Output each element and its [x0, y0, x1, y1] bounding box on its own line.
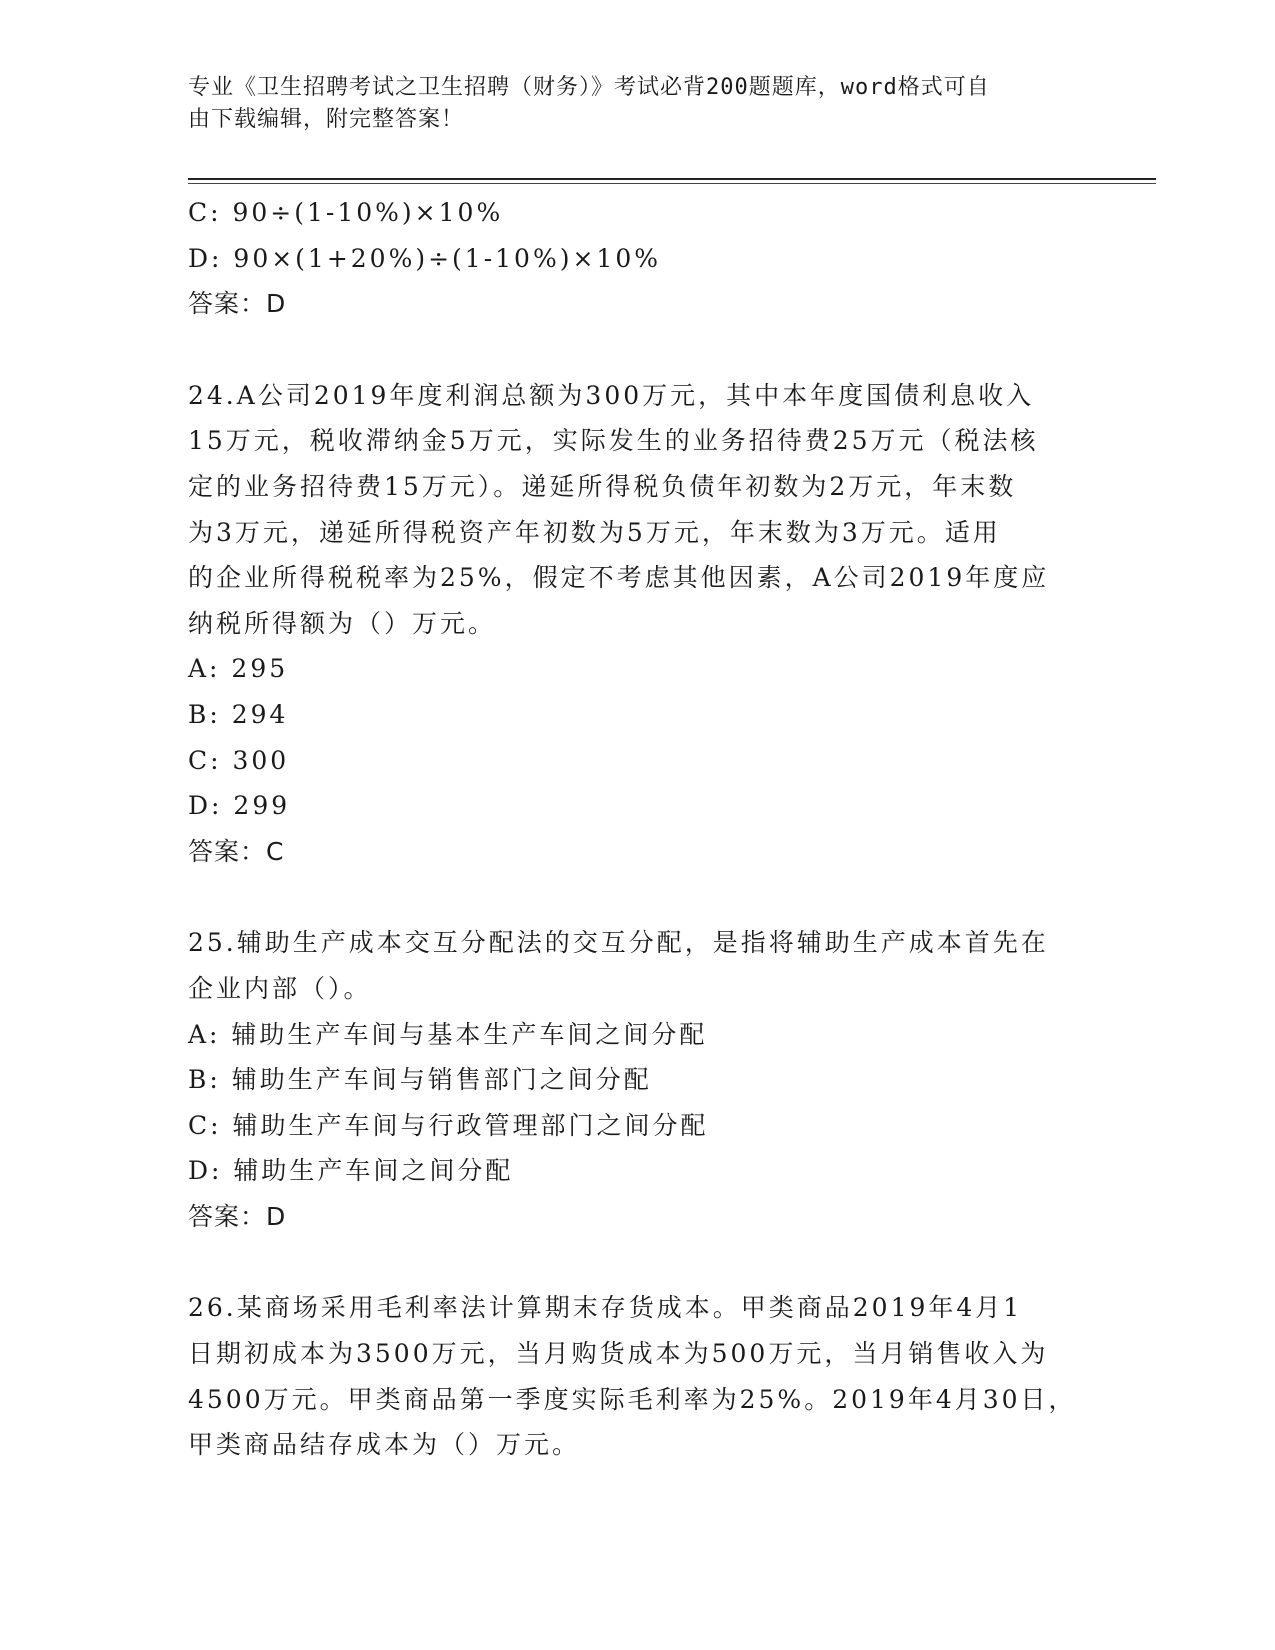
option-d: D: 299 — [188, 791, 291, 821]
option-c: C: 90÷(1-10%)×10% — [188, 198, 504, 227]
option-a: A: 辅助生产车间与基本生产车间之间分配 — [188, 1019, 708, 1049]
question-text-line: 25.辅助生产成本交互分配法的交互分配，是指将辅助生产成本首先在 — [188, 928, 1049, 958]
question-text-line: 15万元，税收滞纳金5万元，实际发生的业务招待费25万元（税法核 — [188, 426, 1039, 456]
question-text-line: 的企业所得税税率为25%，假定不考虑其他因素，A公司2019年度应 — [188, 563, 1050, 593]
question-text-line: 4500万元。甲类商品第一季度实际毛利率为25%。2019年4月30日， — [188, 1384, 1077, 1414]
question-text-line: 26.某商场采用毛利率法计算期末存货成本。甲类商品2019年4月1 — [188, 1293, 1023, 1323]
option-c: C: 300 — [188, 745, 290, 775]
header-line-2: 由下载编辑，附完整答案！ — [188, 107, 465, 132]
question-23-tail — [188, 190, 1088, 327]
answer-line: 答案：D — [188, 1201, 287, 1231]
answer-line: 答案：D — [188, 289, 287, 319]
question-text-line: 24.A公司2019年度利润总额为300万元，其中本年度国债利息收入 — [188, 380, 1035, 410]
option-a: A: 295 — [188, 654, 289, 684]
answer-line: 答案：C — [188, 836, 285, 866]
option-c: C: 辅助生产车间与行政管理部门之间分配 — [188, 1110, 709, 1140]
question-text-line: 甲类商品结存成本为（）万元。 — [188, 1430, 581, 1460]
spacer — [188, 874, 1088, 920]
question-text-line: 定的业务招待费15万元）。递延所得税负债年初数为2万元，年末数 — [188, 471, 1017, 501]
option-b: B: 294 — [188, 699, 289, 729]
question-24 — [188, 373, 1088, 875]
spacer — [188, 327, 1088, 373]
header-divider-thick — [188, 178, 1156, 180]
question-content — [188, 190, 1088, 1468]
question-26 — [188, 1285, 1088, 1467]
question-25 — [188, 920, 1088, 1239]
header-line-1: 专业《卫生招聘考试之卫生招聘（财务）》考试必背200题题库，word格式可自 — [188, 75, 990, 100]
header-divider-thin — [188, 183, 1156, 184]
spacer — [188, 1239, 1088, 1285]
question-text-line: 纳税所得额为（）万元。 — [188, 608, 497, 638]
option-b: B: 辅助生产车间与销售部门之间分配 — [188, 1065, 652, 1095]
document-header — [188, 72, 1068, 136]
question-text-line: 日期初成本为3500万元，当月购货成本为500万元，当月销售收入为 — [188, 1339, 1049, 1369]
option-d: D: 辅助生产车间之间分配 — [188, 1156, 514, 1186]
question-text-line: 为3万元，递延所得税资产年初数为5万元，年末数为3万元。适用 — [188, 517, 1001, 547]
question-text-line: 企业内部（）。 — [188, 973, 372, 1003]
option-d: D: 90×(1+20%)÷(1-10%)×10% — [188, 243, 661, 273]
